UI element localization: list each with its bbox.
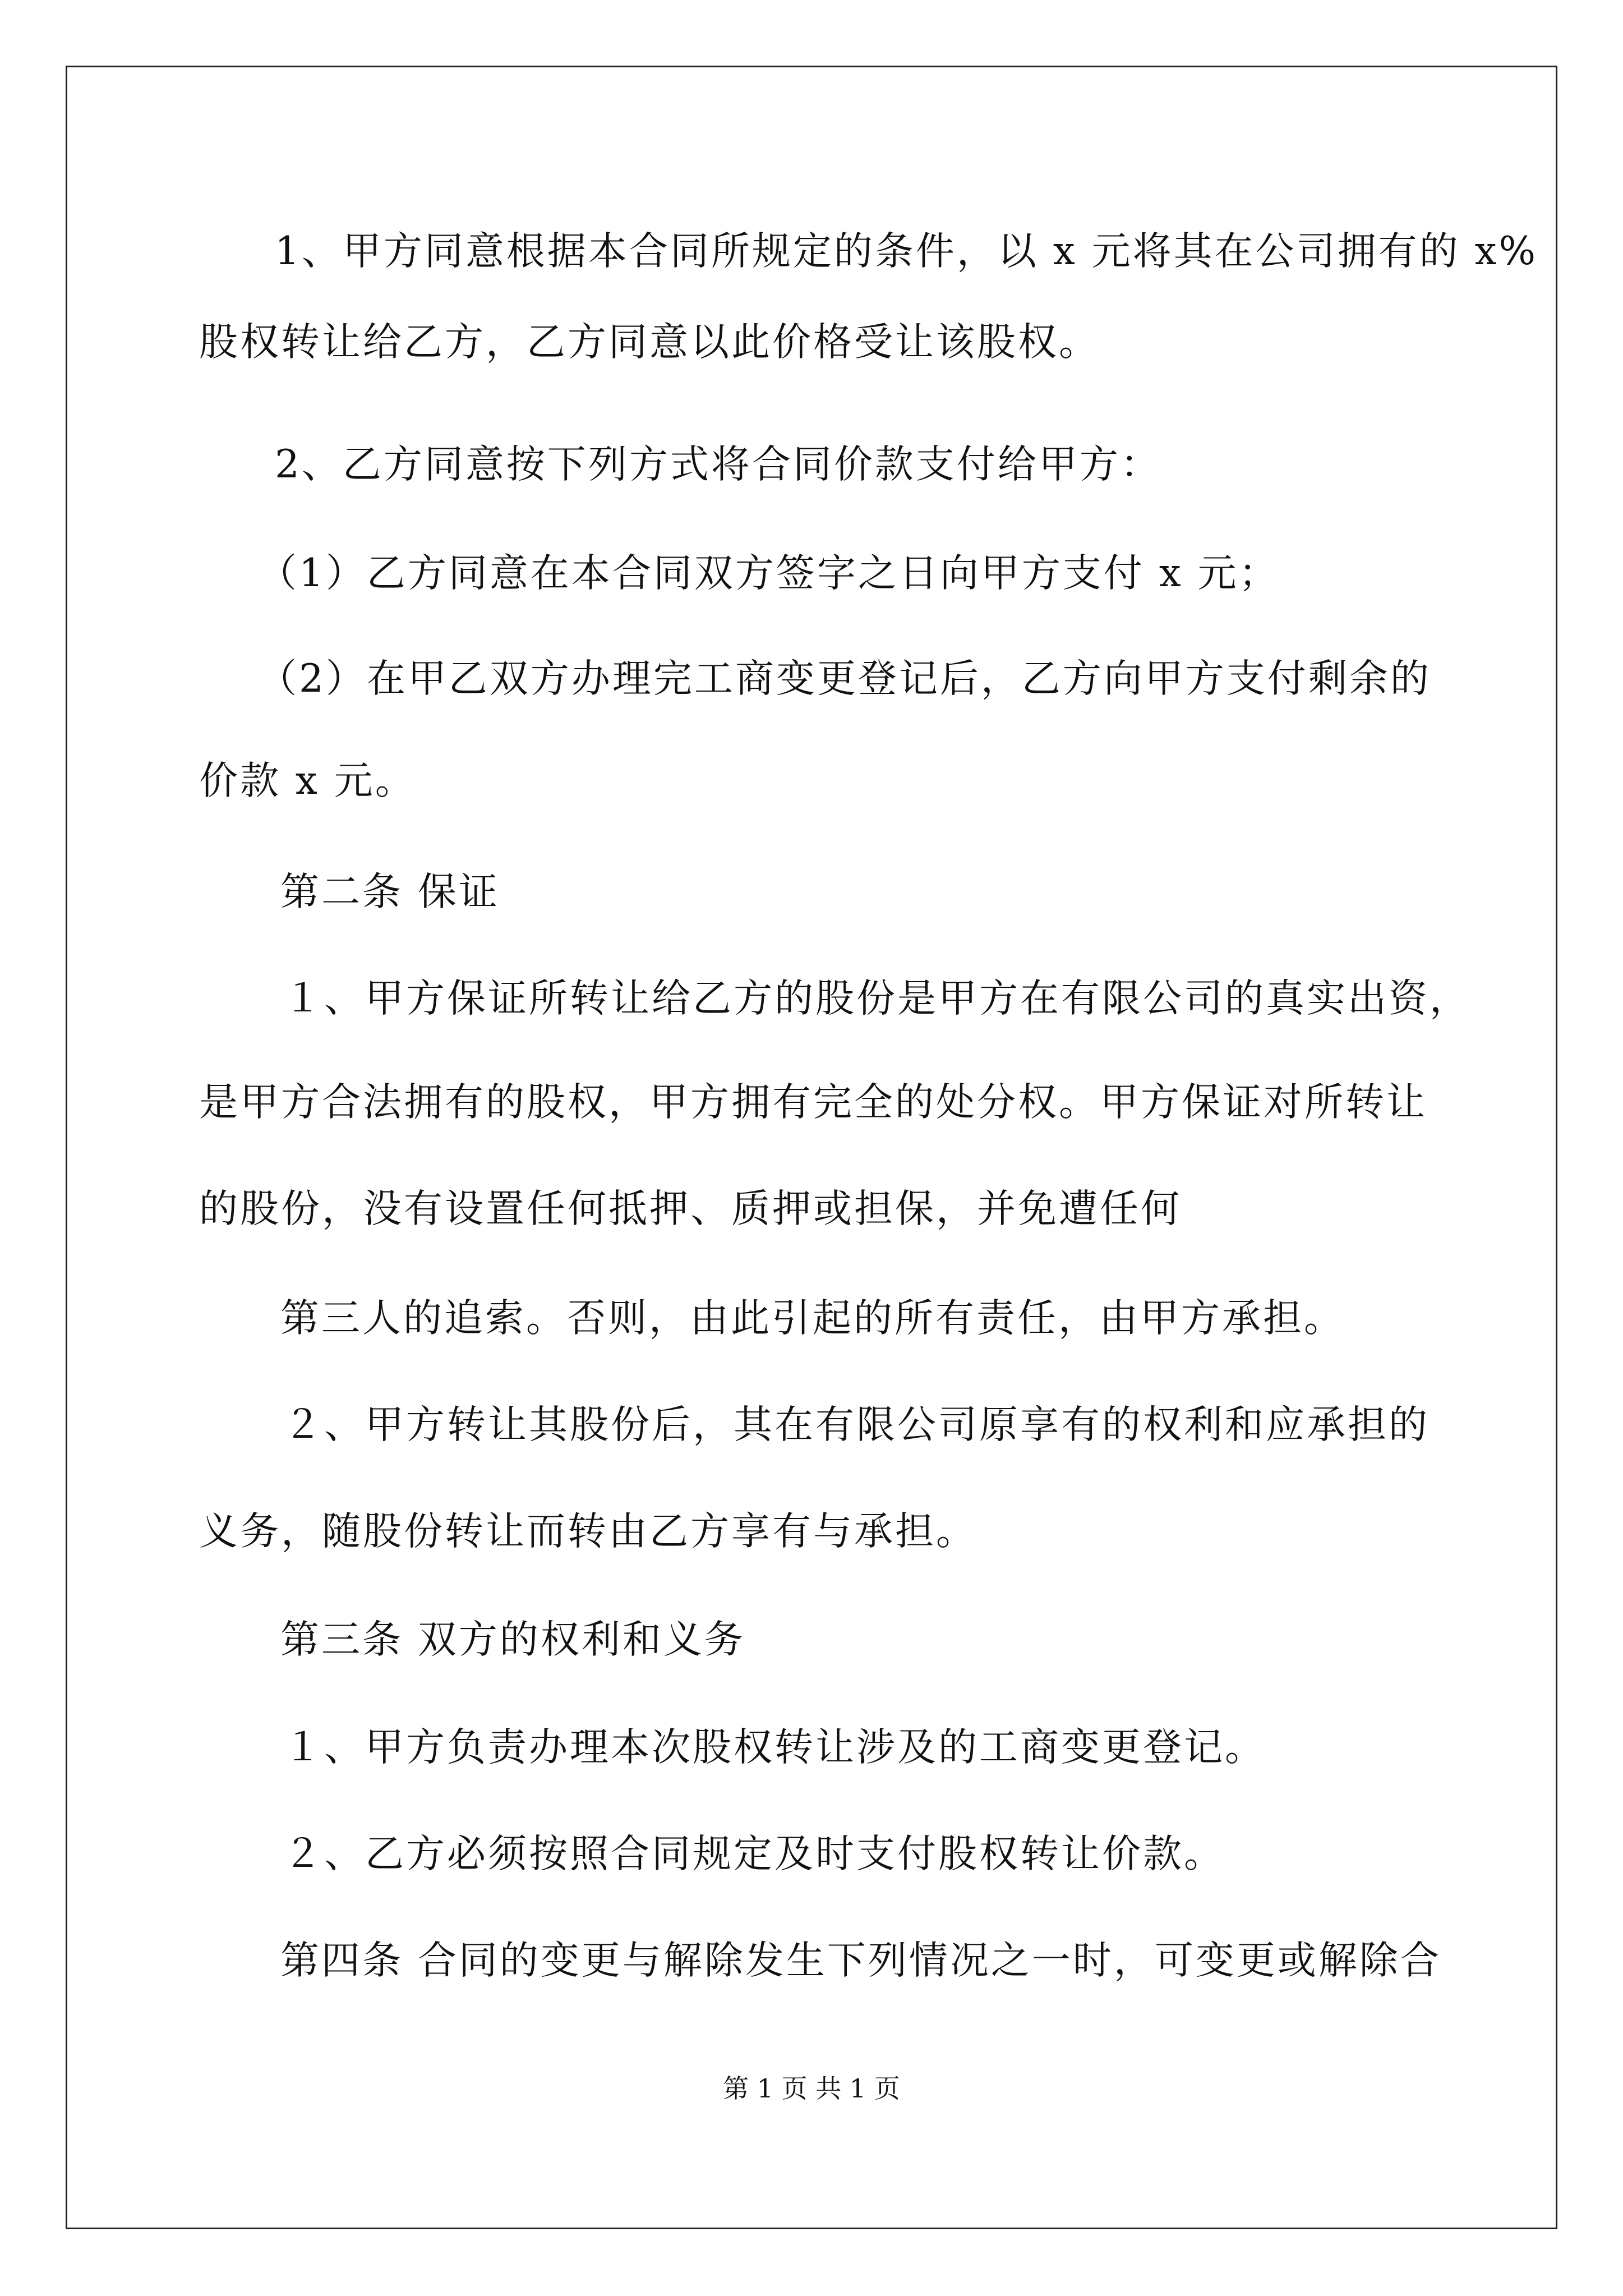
text-line-17: 第四条 合同的变更与解除发生下列情况之一时，可变更或解除合 — [280, 1938, 1441, 1983]
text-line-6: 价款 x 元。 — [199, 758, 416, 803]
text-line-12: ２、甲方转让其股份后，其在有限公司原享有的权利和应承担的 — [283, 1402, 1430, 1447]
page-border — [66, 66, 1557, 2229]
text-line-8: １、甲方保证所转让给乙方的股份是甲方在有限公司的真实出资， — [283, 976, 1470, 1021]
text-line-13: 义务，随股份转让而转由乙方享有与承担。 — [199, 1509, 977, 1554]
text-line-11: 第三人的追索。否则，由此引起的所有责任，由甲方承担。 — [280, 1296, 1345, 1341]
text-line-9: 是甲方合法拥有的股权，甲方拥有完全的处分权。甲方保证对所转让 — [199, 1080, 1427, 1125]
text-line-1: 1、甲方同意根据本合同所规定的条件，以 x 元将其在公司拥有的 x% — [275, 229, 1538, 274]
text-line-10: 的股份，没有设置任何抵押、质押或担保，并免遭任何 — [199, 1186, 1182, 1231]
page-footer: 第 1 页 共 1 页 — [723, 2073, 900, 2104]
text-line-2: 股权转让给乙方，乙方同意以此价格受让该股权。 — [199, 320, 1100, 365]
section-heading-2: 第二条 保证 — [280, 869, 500, 914]
text-line-16: ２、乙方必须按照合同规定及时支付股权转让价款。 — [283, 1832, 1225, 1876]
text-line-15: １、甲方负责办理本次股权转让涉及的工商变更登记。 — [283, 1725, 1266, 1770]
text-line-4: （1）乙方同意在本合同双方签字之日向甲方支付 x 元； — [258, 551, 1280, 596]
section-heading-3: 第三条 双方的权利和义务 — [280, 1617, 745, 1662]
text-line-3: 2、乙方同意按下列方式将合同价款支付给甲方： — [275, 442, 1161, 487]
text-line-5: （2）在甲乙双方办理完工商变更登记后，乙方向甲方支付剩余的 — [258, 656, 1431, 701]
